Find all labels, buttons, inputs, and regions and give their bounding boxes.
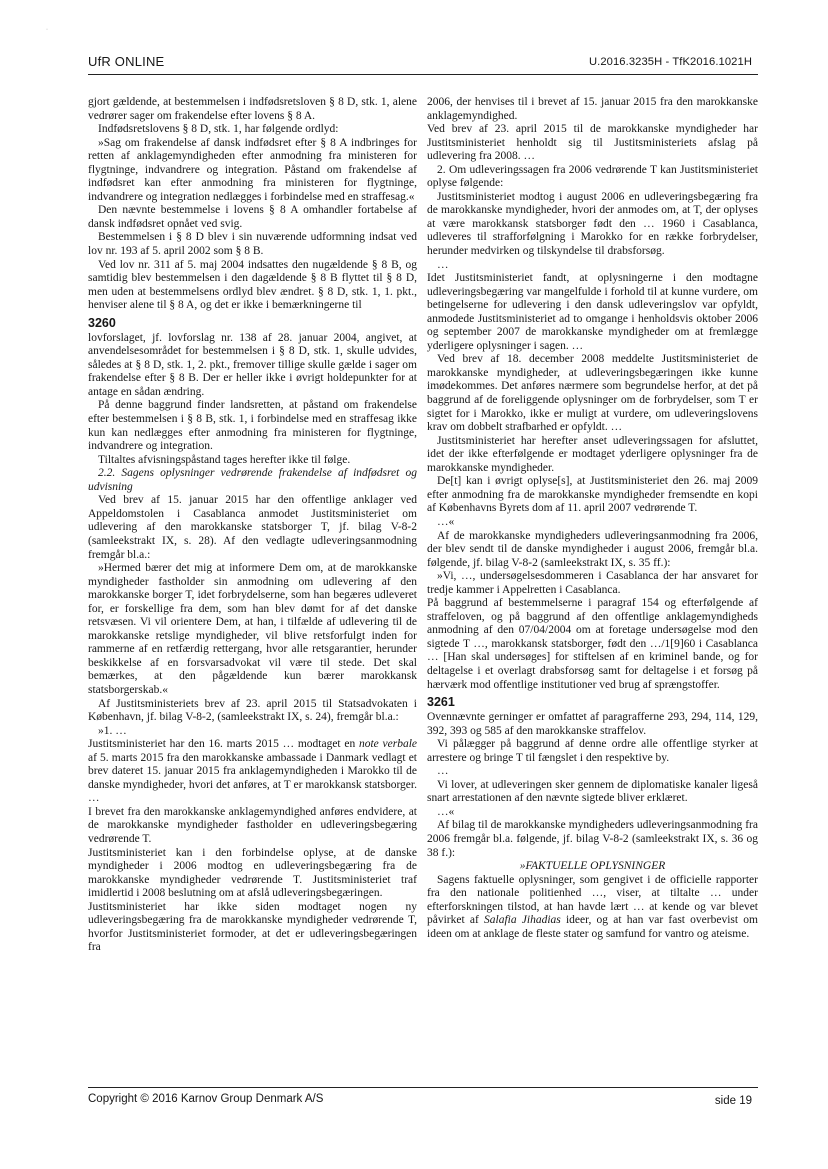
paragraph: Justitsministeriet kan i den forbindelse oplyse, at de danske myndigheder i 2006 modtog en udleveringsbegæring fra de marokkanske myndigheder vedrørende T. Justitsministeriet traf imidlertid i 2008 beslutning om at afslå udleveringsbegæringen. xyxy=(88,846,417,900)
page-marker: 3260 xyxy=(88,315,116,330)
paragraph: Vi lover, at udleveringen sker gennem de diplomatiske kanaler ligeså snart arrestationen af den nævnte sigtede bliver erklæret. xyxy=(427,778,758,805)
paragraph: Bestemmelsen i § 8 D blev i sin nuværende udformning indsat ved lov nr. 193 af 5. april 2002 som § 8 B. xyxy=(88,231,417,258)
paragraph: Af bilag til de marokkanske myndigheders udleveringsanmodning fra 2006 fremgår bl.a. følgende, jf. bilag V-8-2 (samleekstrakt IX, s. 36 og 38 f.): xyxy=(427,819,758,859)
paragraph: 2006, der henvises til i brevet af 15. januar 2015 fra den marokkanske anklagemyndighed. xyxy=(427,96,758,122)
footer-copyright: Copyright © 2016 Karnov Group Denmark A/S xyxy=(88,1093,324,1105)
paragraph: På baggrund af bestemmelserne i paragraf 154 og efterfølgende af straffeloven, og på baggrund af den offentlige anklagemyndigheds anmodning af den 07/04/2004 om at foretage undersøgelse mod den sigtede T …, marokkansk statsborger, født den …/1[9]60 i Casablanca … [Han skal undersøges] for stiftelsen af en kriminel bande, og for deltagelse i et overlagt drabsforsøg samt for deltagelse i et forsøg på hærværk mod offentlige institutioner ved brug af sprængstoffer. xyxy=(427,597,758,691)
paragraph: Ved brev af 15. januar 2015 har den offentlige anklager ved Appeldomstolen i Casablanca anmodet Justitsministeriet om udlevering af den marokkanske statsborger T, jf. bilag V-8-2 (samleekstrakt IX, s. 28). Af den vedlagte udleveringsanmodning fremgår bl.a.: xyxy=(88,494,417,561)
paragraph: Tiltaltes afvisningspåstand tages herefter ikke til følge. xyxy=(98,453,351,466)
paragraph: …« xyxy=(437,805,455,818)
paragraph: Ved brev af 23. april 2015 til de marokkanske myndigheder har Justitsministeriet henholdt sig til Justitsministeriets afslag på udlevering fra 2008. … xyxy=(427,123,758,163)
paragraph: Ved lov nr. 311 af 5. maj 2004 indsattes den nugældende § 8 B, og samtidig blev bestemmelsen i den dagældende § 8 B flyttet til § 8 D, men uden at bestemmelsens ordlyd blev ændret. § 8 D, stk. 1, 1. pkt., henviser alene til § 8 A, og det er ikke i bemærkningerne til xyxy=(88,258,417,312)
paragraph: 2. Om udleveringssagen fra 2006 vedrørende T kan Justitsministeriet oplyse følgende: xyxy=(427,163,758,190)
paragraph: Justitsministeriet har ikke siden modtaget nogen ny udleveringsbegæring fra de marokkanske myndigheder vedrørende T, hvorfor Justitsministeriet formoder, at det er udleveringsbegæringen fra xyxy=(88,900,417,954)
right-column xyxy=(427,96,758,941)
paragraph: Vi pålægger på baggrund af denne ordre alle offentlige styrker at arrestere og bringe T til fængslet i den respektive by. xyxy=(427,738,758,764)
paragraph: De[t] kan i øvrigt oplyse[s], at Justitsministeriet den 26. maj 2009 efter anmodning fra de marokkanske myndigheder fremsendte en kopi af Københavns Byrets dom af 11. april 2007 vedrørende T. xyxy=(427,475,758,515)
paragraph: Af Justitsministeriets brev af 23. april 2015 til Statsadvokaten i København, jf. bilag V-8-2, (samleekstrakt IX, s. 24), fremgår bl.a.: xyxy=(88,697,417,724)
paragraph: Den nævnte bestemmelse i lovens § 8 A omhandler fortabelse af dansk indfødsret opnået ved svig. xyxy=(88,204,417,230)
paragraph: »1. … xyxy=(98,724,127,737)
paragraph: »Sag om frakendelse af dansk indfødsret efter § 8 A indbringes for retten af anklagemyndigheden efter anmodning fra ministeren for flygtninge, indvandrere og integration. Påstand om frakendelse af indfødsret kan efter anmodning fra ministeren for flygtninge, indvandrere og integration nedlægges i forbindelse med en straffesag.« xyxy=(88,136,417,203)
page-number: side 19 xyxy=(714,1095,752,1107)
paragraph: Ovennævnte gerninger er omfattet af paragrafferne 293, 294, 114, 129, 392, 393 og 585 af den marokkanske straffelov. xyxy=(427,711,758,737)
paragraph: »Hermed bærer det mig at informere Dem om, at de marokkanske myndigheder fastholder sin anmodning om udlevering af den marokkanske borger T, idet forbrydelserne, som han begæres udleveret for, er forskellige fra dem, som han blev dømt for af det danske retsvæsen. Vi vil orientere Dem, at han, i tilfælde af udlevering til de marokkanske retslige myndigheder, vil blive retsforfulgt inden for rammerne af en retfærdig rettergang, hvor alle retsgarantier, herunder beskikkelse af en forsvarsadvokat vil være til stede. Det skal bemærkes, at den pågældende kun bærer marokkansk statsborgerskab.« xyxy=(88,562,417,696)
paragraph: »Vi, …, undersøgelsesdommeren i Casablanca der har ansvaret for tredje kammer i Appelretten i Casablanca. xyxy=(427,570,758,596)
paragraph: På denne baggrund finder landsretten, at påstand om frakendelse efter bestemmelsen i § 8 B, stk. 1, i forbindelse med en straffesag ikke kun kan nedlægges efter anmodning fra ministeren for flygtninge, indvandrere og integration. xyxy=(88,399,417,453)
header-publication: UfR ONLINE xyxy=(88,54,165,69)
header-rule xyxy=(88,74,758,75)
paragraph: Justitsministeriet har herefter anset udleveringssagen for afsluttet, idet der ikke efterfølgende er modtaget yderligere oplysninger fra de marokkanske myndigheder. xyxy=(427,434,758,474)
paragraph: Af de marokkanske myndigheders udleveringsanmodning fra 2006, der blev sendt til de danske myndigheder i august 2006, fremgår bl.a. følgende, jf. bilag V-8-2 (samleekstrakt IX, s. 35 ff.): xyxy=(427,529,758,569)
paragraph: … xyxy=(437,258,449,271)
paragraph: Justitsministeriet har den 16. marts 2015 … modtaget en note verbale af 5. marts 2015 fra den marokkanske ambassade i Danmark vedlagt et brev dateret 15. januar 2015 fra anklagemyndigheden i Marokko til de danske myndigheder, hvori det anføres, at T er marokkansk statsborger. … xyxy=(88,738,417,805)
paragraph: lovforslaget, jf. lovforslag nr. 138 af 28. januar 2004, angivet, at anvendelsesområdet for bestemmelsen i § 8 D, stk. 1, skulle udvides, således at § 8 D, stk. 1, 2. pkt., fremover tillige skulle gælde i sager om frakendelse efter § 8 B. Der er heller ikke i øvrigt holdepunkter for at antage en sådan ændring. xyxy=(88,331,417,398)
left-column xyxy=(88,96,417,955)
scan-speck: · xyxy=(46,27,48,33)
paragraph: …« xyxy=(437,515,455,528)
paragraph: 2.2. Sagens oplysninger vedrørende frakendelse af indfødsret og udvisning xyxy=(88,467,417,493)
paragraph: Indfødsretslovens § 8 D, stk. 1, har følgende ordlyd: xyxy=(98,123,339,136)
paragraph: I brevet fra den marokkanske anklagemyndighed anføres endvidere, at de marokkanske myndigheder fastholder en udleveringsbegæring vedrørende T. xyxy=(88,805,417,845)
paragraph: Justitsministeriet modtog i august 2006 en udleveringsbegæring fra de marokkanske myndigheder, hvori der anmodes om, at T, der oplyses at være marokkansk statsborger født den … 1960 i Casablanca, udleveres til strafforfølgning i Marokko for en række forbrydelser, herunder medvirken og tilskyndelse til drabsforsøg. xyxy=(427,190,758,258)
paragraph: Ved brev af 18. december 2008 meddelte Justitsministeriet de marokkanske myndigheder, at udleveringsbegæringen ikke kunne imødekommes. Det anføres nærmere som begrundelse herfor, at det på baggrund af de foreliggende oplysninger om de forbrydelser, som T er sigtet for i Marokko, ikke er muligt at vurdere, om udleveringslovens krav om dobbelt strafbarhed er opfyldt. … xyxy=(427,353,758,434)
footer-rule xyxy=(88,1087,758,1088)
paragraph: Sagens faktuelle oplysninger, som gengivet i de officielle rapporter fra den nationale politienhed …, viser, at tiltalte … under efterforskningen tilstod, at han havde lært … at kende og var blevet påvirket af Salafia Jihadias ideer, og at han var fast overbevist om ideen om at anklage de fleste stater og samfund for vantro og ateisme. xyxy=(427,873,758,940)
paragraph: »FAKTUELLE OPLYSNINGER xyxy=(519,860,666,873)
paragraph: gjort gældende, at bestemmelsen i indfødsretsloven § 8 D, stk. 1, alene vedrører sager om frakendelse efter lovens § 8 A. xyxy=(88,96,417,122)
page-marker: 3261 xyxy=(427,695,455,710)
paragraph: Idet Justitsministeriet fandt, at oplysningerne i den modtagne udleveringsbegæring var mangelfulde i forhold til at kunne vurdere, om betingelserne for udlevering i den dansk udleveringslov var opfyldt, anmodede Justitsministeriet ad to omgange i henholdsvis oktober 2006 og september 2007 de marokkanske myndigheder om at fremlægge yderligere oplysninger i sagen. … xyxy=(427,272,758,352)
header-reference: U.2016.3235H - TfK2016.1021H xyxy=(588,56,752,68)
paragraph: … xyxy=(437,765,449,778)
